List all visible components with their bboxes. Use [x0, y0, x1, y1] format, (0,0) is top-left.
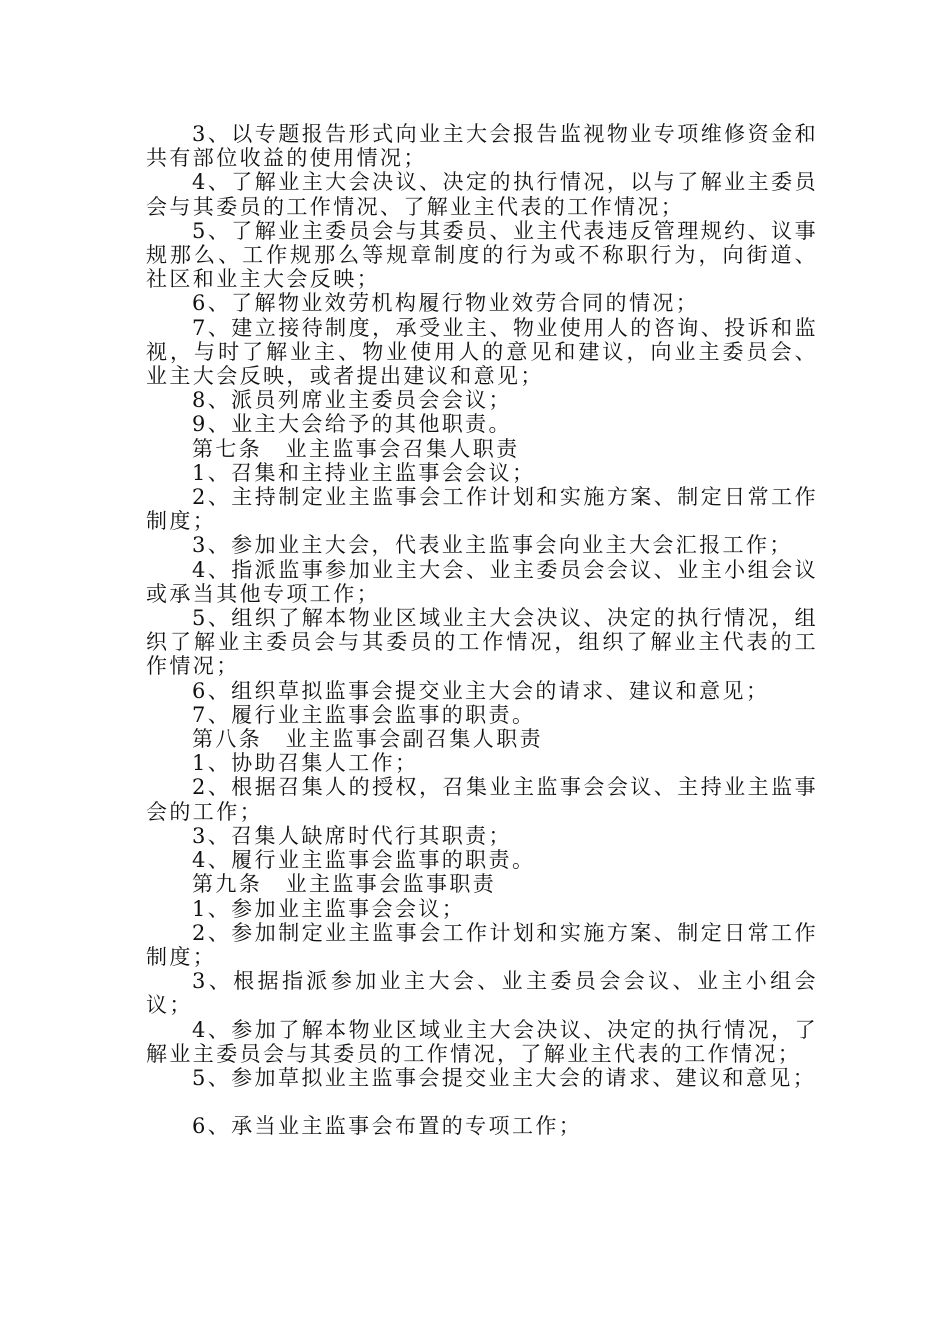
list-item: 2、主持制定业主监事会工作计划和实施方案、制定日常工作制度； [146, 485, 818, 534]
list-item: 4、指派监事参加业主大会、业主委员会会议、业主小组会议或承当其他专项工作； [146, 557, 818, 606]
list-item: 9、业主大会给予的其他职责。 [192, 412, 512, 437]
list-item: 1、参加业主监事会会议； [192, 896, 466, 921]
list-item: 3、召集人缺席时代行其职责； [192, 823, 512, 848]
list-item: 5、组织了解本物业区域业主大会决议、决定的执行情况，组织了解业主委员会与其委员的工作情况，组织了解业主代表的工作情况； [146, 606, 818, 679]
list-item: 2、参加制定业主监事会工作计划和实施方案、制定日常工作制度； [146, 920, 818, 969]
blank-line [146, 1090, 818, 1114]
list-item: 2、根据召集人的授权，召集业主监事会会议、主持业主监事会的工作； [146, 775, 818, 824]
document-body [146, 122, 818, 1139]
article-heading: 第八条 业主监事会副召集人职责 [192, 727, 543, 752]
list-item: 1、协助召集人工作； [192, 751, 419, 776]
list-item: 3、以专题报告形式向业主大会报告监视物业专项维修资金和共有部位收益的使用情况； [146, 122, 818, 171]
list-item: 6、组织草拟监事会提交业主大会的请求、建议和意见； [192, 678, 770, 703]
list-item: 4、了解业主大会决议、决定的执行情况，以与了解业主委员会与其委员的工作情况、了解业主代表的工作情况； [146, 170, 818, 219]
list-item: 4、履行业主监事会监事的职责。 [192, 848, 536, 873]
list-item: 5、了解业主委员会与其委员、业主代表违反管理规约、议事规那么、工作规那么等规章制度的行为或不称职行为，向街道、社区和业主大会反映； [146, 218, 818, 292]
list-item: 7、建立接待制度，承受业主、物业使用人的咨询、投诉和监视，与时了解业主、物业使用人的意见和建议，向业主委员会、业主大会反映，或者提出建议和意见； [146, 315, 818, 389]
list-item: 5、参加草拟业主监事会提交业主大会的请求、建议和意见； [192, 1065, 817, 1090]
article-heading: 第九条 业主监事会监事职责 [192, 872, 497, 897]
list-item: 8、派员列席业主委员会会议； [192, 388, 512, 413]
list-item: 6、了解物业效劳机构履行物业效劳合同的情况； [192, 291, 700, 316]
list-item: 6、承当业主监事会布置的专项工作； [192, 1114, 583, 1139]
article-heading: 第七条 业主监事会召集人职责 [192, 436, 520, 461]
list-item: 1、召集和主持业主监事会会议； [192, 460, 536, 485]
list-item: 4、参加了解本物业区域业主大会决议、决定的执行情况，了解业主委员会与其委员的工作情况，了解业主代表的工作情况； [146, 1017, 818, 1066]
list-item: 3、根据指派参加业主大会、业主委员会会议、业主小组会议； [146, 969, 818, 1018]
list-item: 3、参加业主大会，代表业主监事会向业主大会汇报工作； [192, 533, 793, 558]
list-item: 7、履行业主监事会监事的职责。 [192, 702, 536, 727]
